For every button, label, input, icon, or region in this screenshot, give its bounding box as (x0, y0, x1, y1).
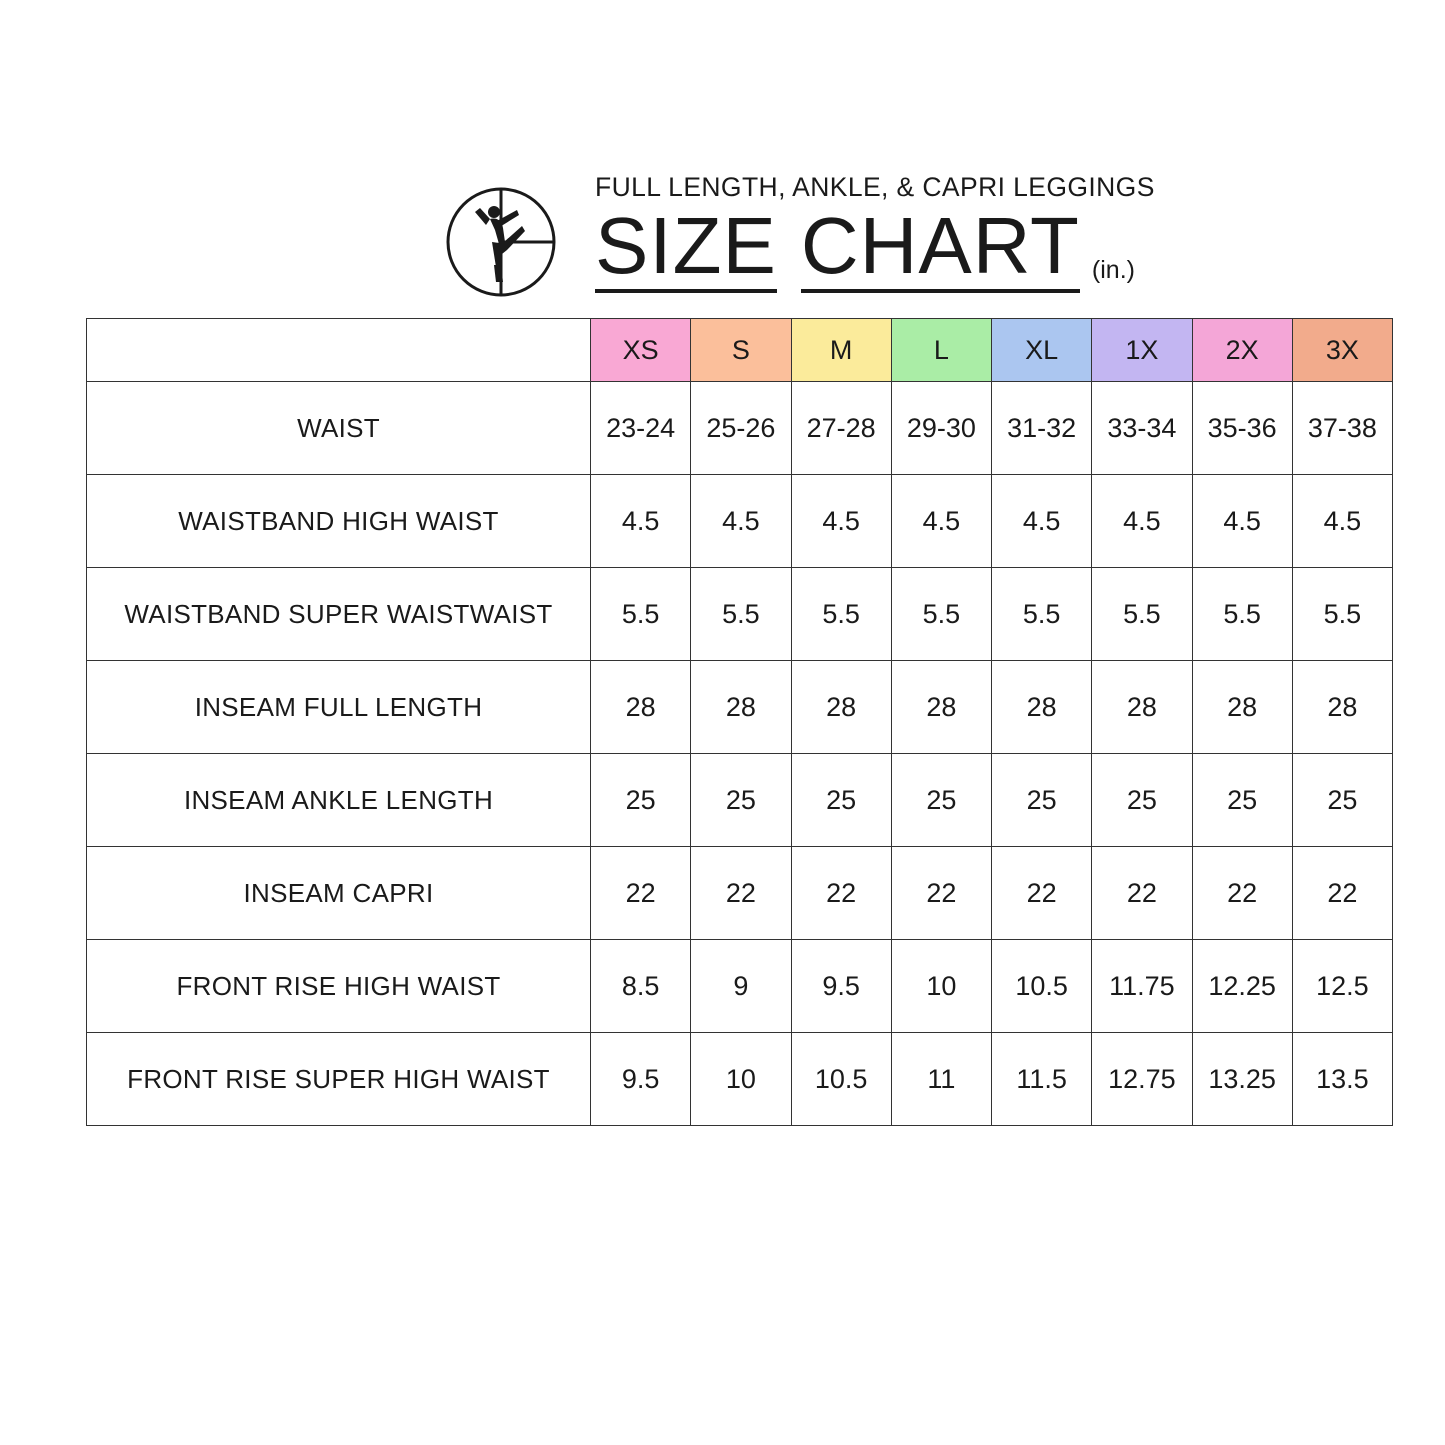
cell: 28 (1292, 661, 1392, 754)
cell: 4.5 (691, 475, 791, 568)
table-row (87, 940, 1393, 1033)
cell: 28 (992, 661, 1092, 754)
cell: 5.5 (691, 568, 791, 661)
cell: 11.75 (1092, 940, 1192, 1033)
cell: 22 (691, 847, 791, 940)
table-row (87, 847, 1393, 940)
cell: 25 (992, 754, 1092, 847)
cell: 8.5 (591, 940, 691, 1033)
cell: 5.5 (891, 568, 991, 661)
cell: 10.5 (791, 1033, 891, 1126)
title-block (595, 168, 1155, 293)
title-word-size: SIZE (595, 205, 777, 293)
size-table-head (87, 319, 1393, 382)
cell: 10 (691, 1033, 791, 1126)
cell: 4.5 (1092, 475, 1192, 568)
size-header-1x: 1X (1092, 319, 1192, 382)
cell: 22 (891, 847, 991, 940)
cell: 4.5 (591, 475, 691, 568)
cell: 5.5 (1092, 568, 1192, 661)
table-row (87, 568, 1393, 661)
cell: 11 (891, 1033, 991, 1126)
size-header-s: S (691, 319, 791, 382)
size-header-row (87, 319, 1393, 382)
cell: 12.75 (1092, 1033, 1192, 1126)
table-corner (87, 319, 591, 382)
cell: 22 (1092, 847, 1192, 940)
row-label: INSEAM CAPRI (87, 847, 591, 940)
cell: 5.5 (1292, 568, 1392, 661)
cell: 9.5 (791, 940, 891, 1033)
cell: 4.5 (891, 475, 991, 568)
cell: 12.5 (1292, 940, 1392, 1033)
cell: 4.5 (791, 475, 891, 568)
cell: 25 (791, 754, 891, 847)
table-row (87, 1033, 1393, 1126)
chart-subtitle: FULL LENGTH, ANKLE, & CAPRI LEGGINGS (595, 172, 1155, 202)
row-label: FRONT RISE SUPER HIGH WAIST (87, 1033, 591, 1126)
cell: 12.25 (1192, 940, 1292, 1033)
size-header-3x: 3X (1292, 319, 1392, 382)
table-row (87, 382, 1393, 475)
units-label: (in.) (1091, 255, 1135, 284)
cell: 11.5 (992, 1033, 1092, 1126)
size-header-l: L (891, 319, 991, 382)
cell: 33-34 (1092, 382, 1192, 475)
table-row (87, 754, 1393, 847)
cell: 13.5 (1292, 1033, 1392, 1126)
row-label: WAIST (87, 382, 591, 475)
cell: 25 (891, 754, 991, 847)
cell: 5.5 (591, 568, 691, 661)
cell: 28 (591, 661, 691, 754)
cell: 22 (591, 847, 691, 940)
row-label: INSEAM FULL LENGTH (87, 661, 591, 754)
cell: 25 (1192, 754, 1292, 847)
dancer-logo-icon (445, 186, 557, 298)
cell: 28 (691, 661, 791, 754)
cell: 22 (791, 847, 891, 940)
row-label: WAISTBAND HIGH WAIST (87, 475, 591, 568)
cell: 5.5 (791, 568, 891, 661)
cell: 29-30 (891, 382, 991, 475)
cell: 22 (1292, 847, 1392, 940)
cell: 25 (1292, 754, 1392, 847)
chart-header (445, 168, 1155, 298)
size-header-xl: XL (992, 319, 1092, 382)
table-row (87, 475, 1393, 568)
cell: 25 (691, 754, 791, 847)
cell: 9 (691, 940, 791, 1033)
cell: 10 (891, 940, 991, 1033)
cell: 31-32 (992, 382, 1092, 475)
cell: 23-24 (591, 382, 691, 475)
size-header-xs: XS (591, 319, 691, 382)
chart-title (595, 201, 1155, 293)
cell: 10.5 (992, 940, 1092, 1033)
row-label: FRONT RISE HIGH WAIST (87, 940, 591, 1033)
size-table-body (87, 382, 1393, 1126)
cell: 28 (1192, 661, 1292, 754)
cell: 37-38 (1292, 382, 1392, 475)
row-label: WAISTBAND SUPER WAISTWAIST (87, 568, 591, 661)
size-header-m: M (791, 319, 891, 382)
cell: 25 (1092, 754, 1192, 847)
size-table (86, 318, 1393, 1126)
cell: 22 (1192, 847, 1292, 940)
cell: 22 (992, 847, 1092, 940)
cell: 4.5 (1192, 475, 1292, 568)
cell: 28 (1092, 661, 1192, 754)
cell: 28 (791, 661, 891, 754)
cell: 25 (591, 754, 691, 847)
cell: 5.5 (992, 568, 1092, 661)
table-row (87, 661, 1393, 754)
size-table-wrapper (86, 318, 1392, 1126)
cell: 28 (891, 661, 991, 754)
cell: 35-36 (1192, 382, 1292, 475)
cell: 5.5 (1192, 568, 1292, 661)
cell: 13.25 (1192, 1033, 1292, 1126)
cell: 25-26 (691, 382, 791, 475)
row-label: INSEAM ANKLE LENGTH (87, 754, 591, 847)
cell: 4.5 (992, 475, 1092, 568)
cell: 4.5 (1292, 475, 1392, 568)
title-word-chart: CHART (801, 205, 1080, 293)
cell: 27-28 (791, 382, 891, 475)
size-header-2x: 2X (1192, 319, 1292, 382)
cell: 9.5 (591, 1033, 691, 1126)
